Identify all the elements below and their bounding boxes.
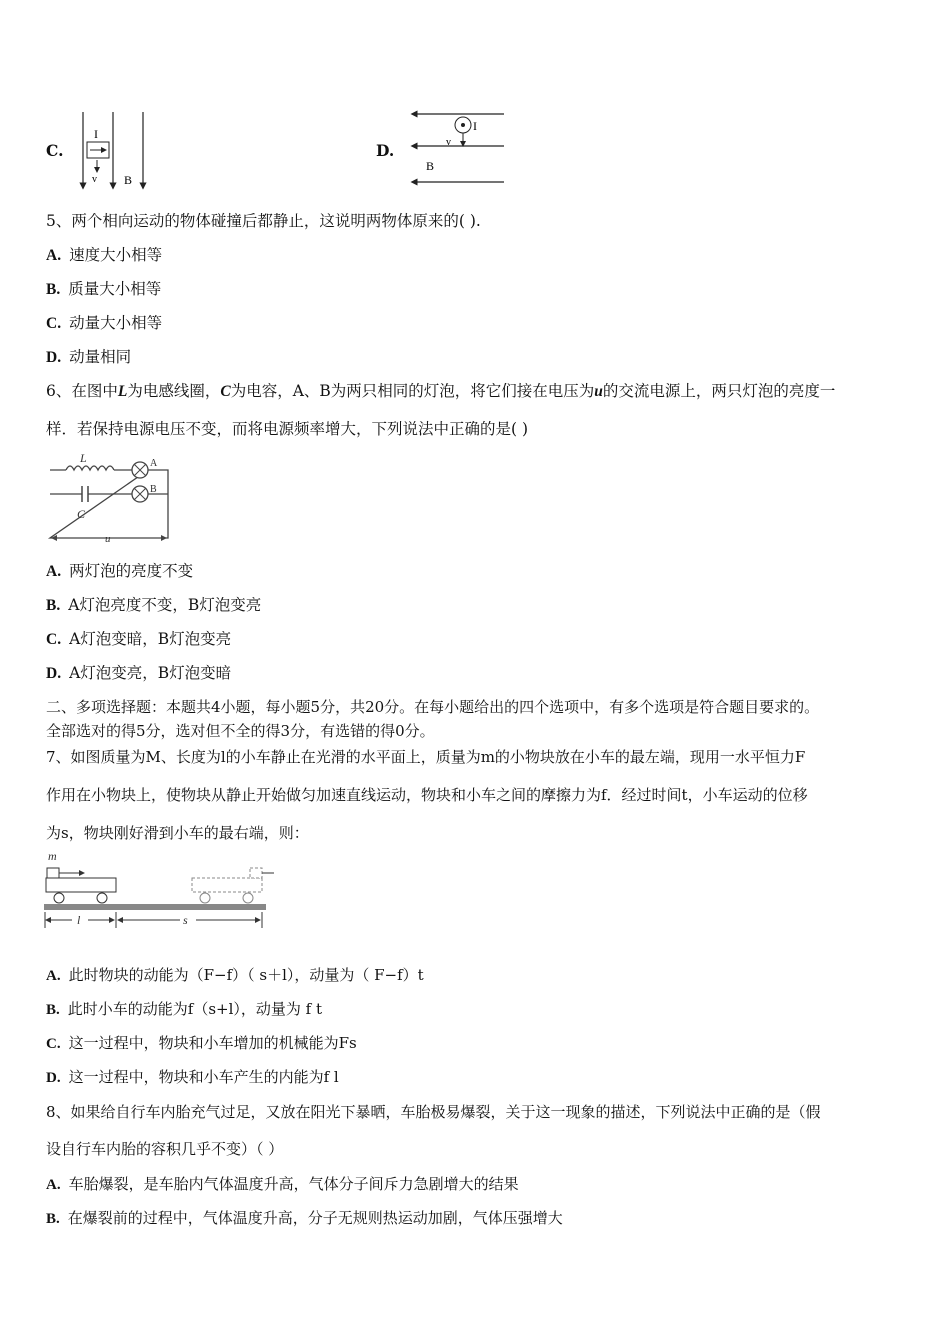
q4-option-d-label[interactable]: D.: [376, 141, 395, 160]
q7-displacement-label: s: [183, 913, 188, 927]
q8-option-b[interactable]: B. 在爆裂前的过程中，气体温度升高，分子无规则热运动加剧，气体压强增大: [46, 1209, 563, 1227]
q8-option-a[interactable]: A. 车胎爆裂，是车胎内气体温度升高，气体分子间斥力急剧增大的结果: [46, 1175, 519, 1193]
q4-option-c-label[interactable]: C.: [46, 141, 64, 160]
q6-circuit-figure: [44, 448, 176, 548]
section2-heading-line1: 二、多项选择题：本题共4小题，每小题5分，共20分。在每小题给出的四个选项中，有多个选项是符合题目要求的。: [46, 698, 820, 716]
q6-inductor-label: L: [80, 451, 87, 465]
q4d-current-label: I: [473, 119, 477, 133]
q4-figure-c: [76, 108, 156, 190]
q6-source-label: u: [105, 533, 111, 545]
section2-heading-line2: 全部选对的得5分，选对但不全的得3分，有选错的得0分。: [46, 722, 435, 740]
q5-option-d[interactable]: D. 动量相同: [46, 348, 132, 366]
q6-stem-line2: 样．若保持电源电压不变，而将电源频率增大，下列说法中正确的是( ): [46, 420, 529, 438]
q4c-velocity-label: v: [92, 174, 97, 185]
q5-option-c[interactable]: C. 动量大小相等: [46, 314, 163, 332]
q7-stem-line3: 为s，物块刚好滑到小车的最右端，则：: [46, 824, 309, 842]
q8-stem-line1: 8、如果给自行车内胎充气过足，又放在阳光下暴晒，车胎极易爆裂，关于这一现象的描述，下列说法中正确的是（假: [46, 1103, 821, 1121]
q6-bulb-b-label: B: [150, 484, 157, 495]
q7-length-label: l: [77, 913, 81, 927]
q7-cart-figure: [44, 848, 274, 932]
q6-option-a[interactable]: A. 两灯泡的亮度不变: [46, 562, 194, 580]
q7-stem-line2: 作用在小物块上，使物块从静止开始做匀加速直线运动，物块和小车之间的摩擦力为f．经过时间t，小车运动的位移: [46, 786, 808, 804]
q6-option-d[interactable]: D. A灯泡变亮，B灯泡变暗: [46, 664, 232, 682]
q6-option-c[interactable]: C. A灯泡变暗，B灯泡变亮: [46, 630, 232, 648]
q4d-velocity-label: v: [446, 137, 451, 148]
q7-mass-label: m: [48, 849, 57, 863]
q7-option-b[interactable]: B. 此时小车的动能为f（s+l），动量为 f t: [46, 1000, 322, 1018]
q4d-field-label: B: [426, 159, 435, 173]
q6-stem-line1: 6、在图中L为电感线圈，C为电容，A、B为两只相同的灯泡，将它们接在电压为u的交流电源上，两只灯泡的亮度一: [46, 382, 836, 400]
q6-capacitor-label: C: [77, 507, 86, 521]
q7-option-d[interactable]: D. 这一过程中，物块和小车产生的内能为f l: [46, 1068, 339, 1086]
q5-stem: 5、两个相向运动的物体碰撞后都静止，这说明两物体原来的( ).: [46, 212, 481, 230]
q8-stem-line2: 设自行车内胎的容积几乎不变）（ ）: [46, 1140, 284, 1158]
q5-option-a[interactable]: A. 速度大小相等: [46, 246, 163, 264]
q7-stem-line1: 7、如图质量为M、长度为l的小车静止在光滑的水平面上，质量为m的小物块放在小车的最左端，现用一水平恒力F: [46, 748, 806, 766]
q6-option-b[interactable]: B. A灯泡亮度不变，B灯泡变亮: [46, 596, 262, 614]
q5-option-b[interactable]: B. 质量大小相等: [46, 280, 162, 298]
q7-option-c[interactable]: C. 这一过程中，物块和小车增加的机械能为Fs: [46, 1034, 357, 1052]
q4-figure-d: [406, 104, 510, 190]
q4c-field-label: B: [124, 173, 133, 187]
q7-option-a[interactable]: A. 此时物块的动能为（F−f）（ s＋l），动量为（ F−f）t: [46, 966, 424, 984]
q6-bulb-a-label: A: [150, 458, 158, 469]
q4c-current-label: I: [94, 127, 98, 141]
